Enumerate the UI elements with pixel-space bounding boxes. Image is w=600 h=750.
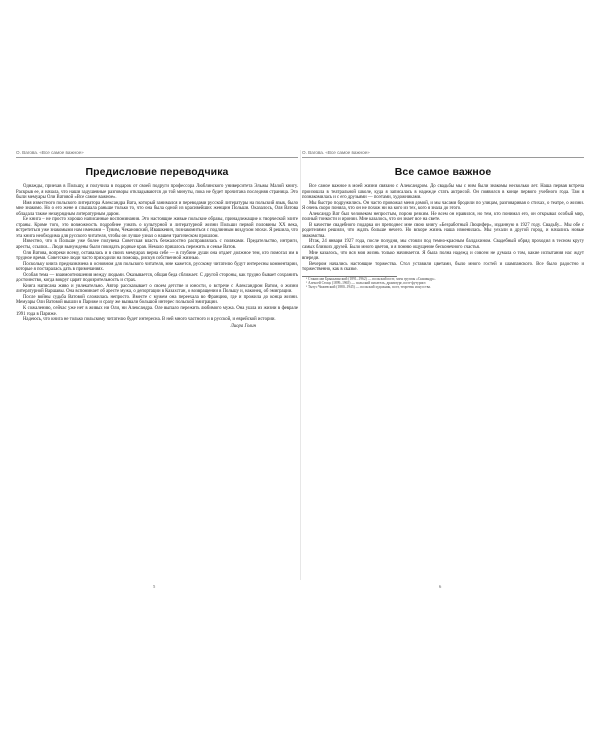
running-head-left: О. Вагова. «Все самое важное» [16, 150, 298, 158]
paragraph: Итак, 24 января 1927 года, после полудня, мы стояли под темно-красным балдахином. Свадебный обряд проходил в тесном кругу самых близких друзей. Было много цветов, и я помню ощущение бесконечного счастья. [302, 239, 584, 251]
footnote: ¹ Станислав Брыкалинский (1891–1962) — польский поэт, член группы «Скамандр». [306, 276, 436, 281]
paragraph: После войны судьба Ватовой сложилась непросто. Вместе с мужем она переехала во Францию, где и прожила до конца жизни. Мемуары Оли Ватовой вышли в Париже и сразу же вызвали большой интерес польской эмиграции. [16, 294, 298, 306]
paragraph: Ее книга – не просто хорошо написанные воспоминания. Это настоящие живые польские образы, принадлежащие к творческой элите страны. Кроме того, это возможность подробнее узнать о культурной и литературной жизни Польши первой половины XX века, встретиться уже знакомыми нам именами – Тувим, Чекановский, Ивашкевич, познакомиться с подлинным воздухом эпохи. Я решила, что эта книга необходима для русского читателя, чтобы он лучше узнал о нашем трагическом прошлом. [16, 217, 298, 239]
paragraph: Надеюсь, что книга не только польскому читателю будет интересна. В ней много частного и в русской, и еврейской истории. [23, 317, 276, 323]
translator-signature: Лиора Голин [230, 323, 256, 329]
paragraph: Александр Ват был человеком непростым, порою резким. Не всем он нравился, но тем, кто понимал его, он открывал особый мир, полный тонкости и иронии. Мне казалось, что он знает все на свете. [302, 211, 584, 223]
paragraph: Оля Ватова, вопреки всему, оставалась и в своих мемуарах верна себе — в глубине души она отдает должное тем, кто помогал им в трудное время. Советские люди часто приходили на помощь, рискуя собственной жизнью. [16, 250, 298, 262]
left-page [16, 150, 298, 589]
paragraph: Книга написана живо и увлекательно. Автор рассказывает о своем детстве и юности, о встрече с Александром Ватом, о жизни литературной Варшавы. Она вспоминает об аресте мужа, о депортации в Казахстан, о возвращении в Польшу и, наконец, об эмиграции. [16, 283, 298, 295]
paragraph: К сожалению, сейчас уже нет в живых ни Оли, ни Александра. Оле выпало пережить любимого мужа. Она ушла из жизни в феврале 1991 года в Париже. [16, 306, 298, 317]
page-title-right: Все самое важное [394, 166, 492, 178]
body-text-left [16, 184, 298, 329]
body-text-right [302, 184, 584, 273]
footnotes [302, 277, 584, 290]
paragraph: В качестве свадебного подарка он преподнес мне свою книгу «Безработный Люцифер», изданную в 1927 году. Свадьбу... Мы обе с родителями решили, что ждать больше нечего. Но вскоре жизнь наша изменилась. Мы уехали в другой город, и начались новые знакомства. [302, 222, 584, 239]
paragraph: Все самое важное в моей жизни связано с Александром. До свадьбы мы с ним были знакомы несколько лет. Наша первая встреча произошла в театральной школе, куда я записалась в надежде стать актрисой. Он появился в конце первого учебного года. Там я познакомилась и с его друзьями — поэтами, художниками. [302, 184, 584, 201]
page-number-right: 6 [439, 584, 442, 589]
right-page [302, 150, 584, 589]
running-head-right: О. Вагова. «Все самое важное» [302, 150, 584, 158]
footnote: ² Алексей Стоцк (1899–1965) — польский писатель, драматург, поэт-футурист. [306, 281, 427, 286]
paragraph: Однажды, приехав в Польшу, я получила в подарок от своей подруги профессора Люблинского университета Эльжы Малой книгу. Раскрыв ее, я начала, что наши задушевные разговоры откладываются до той минуты, пока не будет прочитана последняя страница. Это были мемуары Оли Ватовой «Все самое важное». [16, 184, 298, 201]
paragraph: Имя известного польского литератора Александра Вата, который занимался и переводами русской литературы на польский язык, было мне знакомо. Но о его жене я слышала раньше только то, что она была одной из красивейших женщин Польши. Оказалось, Оля Ватова обладала также незаурядным литературным даром. [16, 200, 298, 217]
paragraph: Мы быстро подружились. Он часто провожал меня домой, и мы часами бродили по улицам, разговаривая о стихах, о театре, о жизни. Я очень скоро поняла, что он не похож ни на кого из тех, кого я знала до этого. [302, 200, 584, 212]
paragraph: Особая тема — взаимоотношения между людьми. Оказывается, общая беда сближает. С другой стороны, как трудно бывает сохранить достоинство, когда вокруг царят подозрительность и страх. [16, 272, 298, 284]
page-title-left: Предисловие переводчика [85, 166, 229, 178]
page-number-left: 5 [153, 584, 156, 589]
paragraph: Мне казалось, что вся моя жизнь только начинается. Я была полна надежд и совсем не думала о том, какие испытания нас ждут впереди. [302, 250, 584, 262]
paragraph: Поскольку книга предназначена в основном для польского читателя, мне кажется, русскому читателю будут интересны комментарии, которые я постаралась дать в примечаниях. [16, 261, 298, 273]
paragraph: Вечером начались настоящие торжества. Стол уставили цветами, было много гостей и шампанского. Все было радостно и торжественно, как в сказке. [302, 261, 584, 273]
footnote: ³ Тытус Чижевский (1880–1945) — польский художник, поэт, теоретик искусства. [306, 285, 431, 290]
book-spine [300, 150, 301, 580]
paragraph: Известно, что в Польше уже более полувека Советская власть безжалостно расправлялась с поляками. Предательство, интриги, аресты, ссылки... Люди вынуждены были покидать родные края. Немало пришлось пережить и семье Ватов. [16, 239, 298, 251]
